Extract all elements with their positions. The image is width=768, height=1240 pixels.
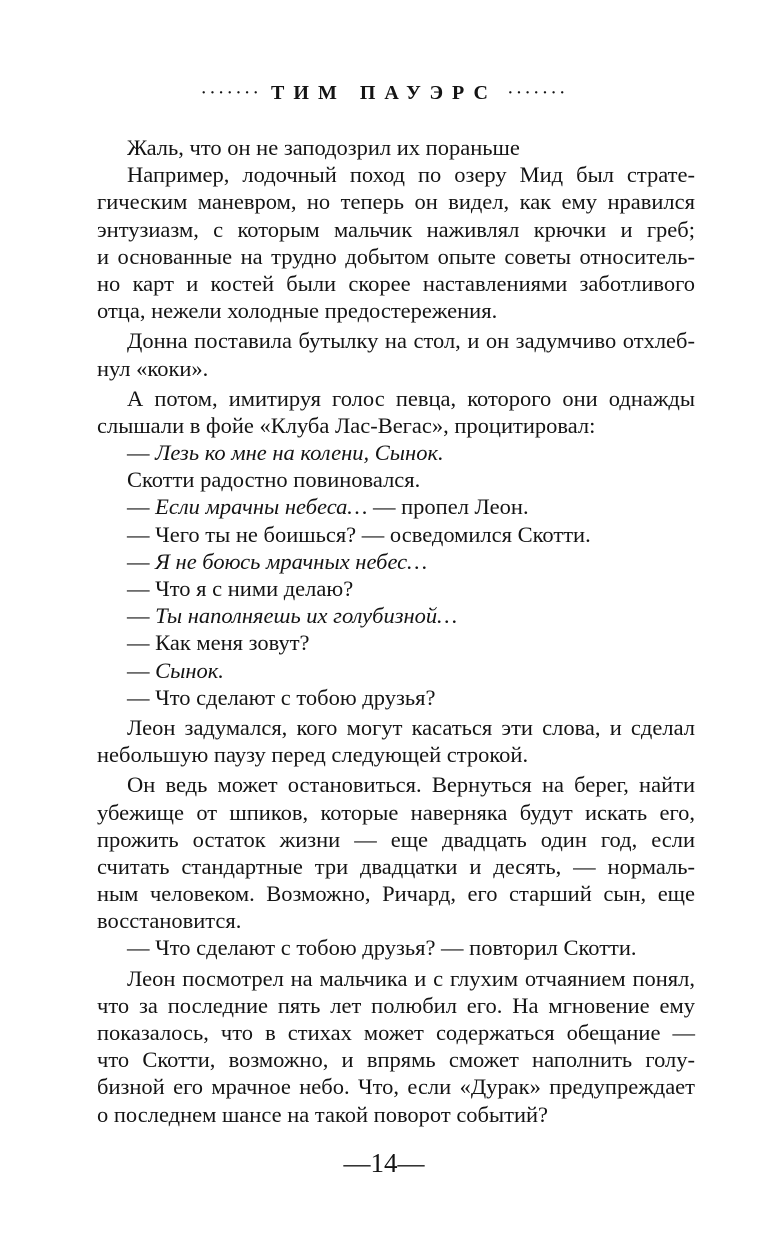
line-text: считать стандартные три двадцатки и десять, — нормаль- [97,853,695,879]
line-text: прожить остаток жизни — еще двадцать один год, если [97,826,695,852]
text-line [97,629,695,656]
italic-quote: Сынок. [155,657,224,683]
text-line [97,992,695,1019]
line-text: нул «коки». [97,355,209,381]
line-text: Леон задумался, кого могут касаться эти слова, и сделал [127,714,695,740]
text-line [97,934,695,961]
line-text: Донна поставила бутылку на стол, и он задумчиво отхлеб- [127,328,695,354]
line-text: и основанные на трудно добытом опыте советы относитель- [97,243,695,269]
text-line [97,1046,695,1073]
text-line [97,493,695,520]
line-text: — Чего ты не боишься? — осведомился Скотти. [127,521,591,547]
line-text: но карт и костей были скорее наставлениями заботливого [97,270,695,296]
text-line [97,907,695,934]
line-text: — Как меня зовут? [127,630,310,656]
line-text: показалось, что в стихах может содержаться обещание — [97,1020,695,1045]
page-number: —14— [343,1148,425,1178]
text-line [97,355,695,382]
text-line [97,270,695,297]
header-dots-right: ······· [506,82,568,104]
line-text: А потом, имитируя голос певца, которого они однажды [127,385,695,411]
text-line [97,657,695,684]
line-text: что за последние пять лет полюбил его. На мгновение ему [97,992,695,1018]
text-line [97,684,695,711]
line-text: восстановится. [97,908,242,934]
text-line [97,826,695,853]
text-line [97,1019,695,1046]
line-text: о последнем шансе на такой поворот событий? [97,1101,549,1127]
dialogue-dash: — [127,657,156,683]
text-line [97,188,695,215]
text-line [97,327,695,354]
text-line [97,466,695,493]
line-text: Жаль, что он не заподозрил их пораньше [127,135,520,160]
header-author: ТИМ ПАУЭРС [271,82,497,104]
dialogue-attribution: — пропел Леон. [367,494,529,520]
line-text: Он ведь может остановиться. Вернуться на берег, найти [127,772,695,798]
line-text: отца, нежели холодные предостережения. [97,298,498,324]
text-line [97,965,695,992]
text-line [97,1101,695,1128]
italic-quote: Если мрачны небеса… [155,494,368,520]
page-body-text [97,134,695,1128]
italic-quote: Лезь ко мне на колени, Сынок. [155,440,444,466]
line-text: — Что сделают с тобою друзья? — повторил Скотти. [127,935,637,961]
text-line [97,880,695,907]
text-line [97,216,695,243]
text-line [97,741,695,768]
line-text: Скотти радостно повиновался. [127,467,421,493]
line-text: — Что я с ними делаю? [127,576,354,601]
text-line [97,575,695,602]
line-text: небольшую паузу перед следующей строкой. [97,742,529,768]
italic-quote: Я не боюсь мрачных небес… [155,548,428,574]
text-line [97,439,695,466]
text-line [97,521,695,548]
dialogue-dash: — [127,494,156,520]
text-line [97,161,695,188]
text-line [97,853,695,880]
text-line [97,385,695,412]
header-dots-left: ······· [200,82,262,104]
line-text: гическим маневром, но теперь он видел, как ему нравился [97,189,695,215]
text-line [97,297,695,324]
line-text: что Скотти, возможно, и впрямь сможет наполнить голу- [97,1047,695,1073]
line-text: убежище от шпиков, которые наверняка будут искать его, [97,799,695,825]
line-text: — Что сделают с тобою друзья? [127,684,436,710]
text-line [97,602,695,629]
line-text: энтузиазм, с которым мальчик наживлял крючки и греб; [97,216,695,242]
text-line [97,548,695,575]
text-line [97,1073,695,1100]
dialogue-dash: — [127,548,156,574]
line-text: ным человеком. Возможно, Ричард, его старший сын, еще [97,881,695,907]
line-text: Леон посмотрел на мальчика и с глухим отчаянием понял, [127,965,695,991]
line-text: бизной его мрачное небо. Что, если «Дурак» предупреждает [97,1074,695,1100]
line-text: Например, лодочный поход по озеру Мид был страте- [127,162,695,188]
text-line [97,799,695,826]
text-line [97,412,695,439]
running-header [0,82,768,105]
line-text: слышали в фойе «Клуба Лас-Вегас», процитировал: [97,412,596,438]
dialogue-dash: — [127,603,156,629]
text-line [97,714,695,741]
text-line [97,243,695,270]
text-line [97,771,695,798]
dialogue-dash: — [127,440,156,466]
italic-quote: Ты наполняешь их голубизной… [155,603,458,629]
text-line [97,134,695,161]
